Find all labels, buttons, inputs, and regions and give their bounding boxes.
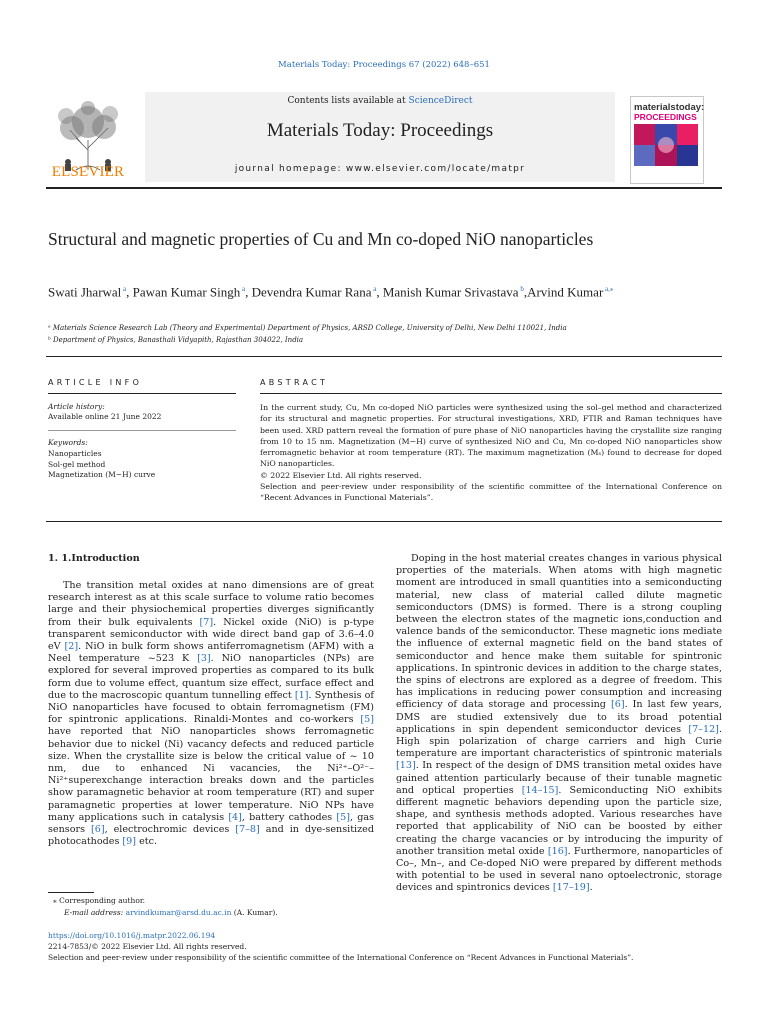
- abstract-end-rule: [46, 521, 722, 522]
- corresponding-author-note: ⁎ Corresponding author.: [53, 896, 146, 905]
- contents-prefix: Contents lists available at: [287, 96, 409, 106]
- citation-link[interactable]: [16]: [547, 845, 568, 857]
- cover-title: materialstoday:: [634, 102, 705, 113]
- author-affiliation-mark[interactable]: a: [240, 285, 246, 293]
- keywords-list: [48, 449, 155, 481]
- abstract-copyright: © 2022 Elsevier Ltd. All rights reserved.: [260, 470, 422, 480]
- author-name: Devendra Kumar Rana: [251, 284, 372, 300]
- history-label: Article history:: [48, 402, 105, 411]
- email-footnote: [64, 908, 278, 917]
- paragraph-text: . Furthermore, nanoparticles of Co–, Mn–, and Ce-doped NiO were prepared by different methods with potential to be used in several nano optoelectronic, storage devices and spintronics devices: [396, 845, 722, 894]
- paragraph-text: . In respect of the design of DMS transition metal oxides have gained attention particularly because of their tunable magnetic and optical properties: [396, 760, 722, 796]
- paragraph-text: have reported that NiO nanoparticles shows ferromagnetic behavior due to nickel (Ni) vacancy defects and reduced particle size. When the crystallite size is below the critical value of ~ 10 nm, due to enhanced Ni vacancies, the Ni²⁺–O²⁻–Ni²⁺superexchange interaction breaks down and the particles show paramagnetic behavior at room temperature (RT) and super paramagnetic properties at lower temperature. NiO NPs have many applications such in catalysis: [48, 726, 374, 823]
- author-separator: ,: [376, 284, 383, 300]
- author-affiliation-mark[interactable]: a: [121, 285, 127, 293]
- footnote-rule: [48, 892, 94, 893]
- citation-link[interactable]: [3]: [197, 653, 211, 665]
- sciencedirect-link[interactable]: ScienceDirect: [408, 96, 473, 106]
- citation-link[interactable]: [6]: [90, 824, 105, 836]
- citation-link[interactable]: [17–19]: [552, 882, 590, 894]
- author-affiliation-mark[interactable]: b: [518, 285, 524, 293]
- citation-link[interactable]: [7–12]: [688, 723, 719, 735]
- email-label: E-mail address:: [64, 908, 124, 917]
- author-separator: ,: [523, 284, 528, 300]
- citation-link[interactable]: [5]: [336, 811, 350, 823]
- citation-link[interactable]: [7–8]: [235, 824, 260, 836]
- issn-line: 2214-7853/© 2022 Elsevier Ltd. All rights reserved.: [48, 942, 247, 951]
- author-name: Swati Jharwal: [48, 284, 122, 300]
- keywords-label: Keywords:: [48, 438, 88, 447]
- journal-reference-link[interactable]: Materials Today: Proceedings 67 (2022) 648–651: [278, 60, 490, 70]
- abstract-heading: ABSTRACT: [260, 378, 329, 387]
- author-affiliation-mark[interactable]: a,⁎: [603, 285, 614, 293]
- right-column: [396, 553, 722, 895]
- citation-link[interactable]: [9]: [122, 836, 137, 848]
- paragraph-text: . Semiconducting NiO exhibits different magnetic behaviors depending upon the particle size, shape, and synthesis methods adopted. Various researches have reported that applicability of NiO can be boosted by either creating the charge vacancies or by introducing the impurity of another transition metal oxide: [396, 784, 723, 857]
- paragraph-text: . High spin polarization of charge carriers and high Curie temperature are important characteristics of spintronic materials: [396, 723, 722, 760]
- contents-line: [145, 96, 615, 106]
- affiliations: [48, 322, 728, 346]
- affiliation-a: ᵃ Materials Science Research Lab (Theory and Experimental) Department of Physics, ARSD College, University of Delhi, New Delhi 110021, India: [48, 324, 567, 332]
- email-suffix: (A. Kumar).: [231, 908, 278, 917]
- left-column: [48, 580, 374, 848]
- citation-link[interactable]: [4]: [228, 811, 242, 823]
- doi-link[interactable]: https://doi.org/10.1016/j.matpr.2022.06.194: [48, 931, 216, 940]
- keyword: Sol-gel method: [48, 459, 106, 469]
- author-separator: ,: [245, 284, 252, 300]
- paragraph-text: , electrochromic devices: [104, 824, 236, 836]
- author-name: Manish Kumar Srivastava: [382, 284, 519, 300]
- history-value: Available online 21 June 2022: [48, 412, 162, 421]
- journal-title: Materials Today: Proceedings: [266, 120, 494, 141]
- author-list: [48, 281, 688, 300]
- citation-link[interactable]: [7]: [199, 616, 214, 628]
- cover-subtitle: PROCEEDINGS: [634, 112, 697, 122]
- author-affiliation-mark[interactable]: a: [371, 285, 377, 293]
- paragraph-text: , battery cathodes: [241, 811, 337, 823]
- article-info-heading: ARTICLE INFO: [48, 378, 143, 387]
- citation-link[interactable]: [13]: [396, 760, 416, 772]
- paragraph-text: and in dye-sensitized photocathodes: [48, 824, 374, 848]
- journal-homepage-link[interactable]: journal homepage: www.elsevier.com/locate/matpr: [234, 164, 526, 174]
- cover-artwork: [634, 124, 698, 166]
- paragraph-text: . Synthesis of NiO nanoparticles have focused to obtain ferromagnetism (FM) for spintronic applications. Rinaldi-Montes and co-workers: [48, 689, 374, 726]
- citation-link[interactable]: [6]: [610, 699, 625, 711]
- intro-paragraph: [48, 580, 374, 848]
- paragraph-text: . In last few years, DMS are studied extensively due to its broad potential applications in spin dependent semiconductor devices: [396, 699, 722, 735]
- email-link[interactable]: arvindkumar@arsd.du.ac.in: [125, 908, 232, 917]
- citation-link[interactable]: [14–15]: [521, 784, 559, 796]
- paragraph-text: The transition metal oxides at nano dimensions are of great research interest as at this scale surface to volume ratio becomes large and their physiochemical properties diverges significantly from their bulk equivalents: [48, 580, 374, 628]
- author-name: Pawan Kumar Singh: [132, 284, 241, 300]
- citation-link[interactable]: [1]: [294, 689, 309, 701]
- article-info-rule: [48, 393, 236, 394]
- paragraph-text: . NiO nanoparticles (NPs) are explored for several improved properties as compared to its bulk form due to volume effect, quantum size effect, surface effect and due to the macroscopic quantum tunnelling effect: [48, 653, 374, 701]
- paragraph-text: .: [589, 882, 593, 894]
- header-rule: [46, 187, 722, 189]
- abstract-body: [260, 402, 722, 504]
- introduction-heading: 1. 1.Introduction: [48, 553, 140, 564]
- paragraph-text: . NiO in bulk form shows antiferromagnetism (AFM) with a Neel temperature ~523 K: [48, 641, 375, 665]
- paragraph-text: . Nickel oxide (NiO) is p-type transparent semiconductor with wide direct band gap of 3.6–4.0 eV: [48, 616, 374, 653]
- affiliation-b: ᵇ Department of Physics, Banasthali Vidyapith, Rajasthan 304022, India: [48, 336, 304, 344]
- intro-paragraph: [396, 553, 722, 895]
- paragraph-text: , gas sensors: [48, 811, 374, 836]
- abstract-rule: [260, 393, 722, 394]
- author-name: Arvind Kumar: [527, 284, 604, 300]
- title-rule: [46, 356, 722, 357]
- citation-link[interactable]: [2]: [64, 641, 79, 653]
- paper-title: Structural and magnetic properties of Cu and Mn co-doped NiO nanoparticles: [48, 229, 594, 249]
- paragraph-text: etc.: [136, 836, 158, 848]
- publisher-name: ELSEVIER: [51, 164, 125, 180]
- author-separator: ,: [126, 284, 133, 300]
- keyword: Magnetization (M−H) curve: [48, 470, 156, 479]
- abstract-text: In the current study, Cu, Mn co-doped NiO particles were synthesized using the sol–gel method and characterized for its structural and magnetic properties. For structural investigations, XRD, FTIR and Raman techniques have been used. XRD pattern reveal the formation of pure phase of NiO nanoparticles having the crystallite size ranging from 10 to 15 nm. Magnetization (M−H) curve of synthesized NiO and Cu, Mn co-doped NiO nanoparticles show ferromagnetic behavior at room temperature (RT). The maximum magnetization (Mₛ) found to decrease for doped NiO nanoparticles.: [260, 403, 722, 469]
- abstract-selection: Selection and peer-review under responsibility of the scientific committee of the International Conference on “Recent Advances in Functional Materials”.: [260, 482, 722, 503]
- keywords-rule: [48, 430, 236, 431]
- paragraph-text: Doping in the host material creates changes in various physical properties of the materials. When atoms with high magnetic moment are introduced in small quantities into a semiconducting material, new class of material called dilute magnetic semiconductors (DMS) is formed. There is a strong coupling between the electron states of the magnetic ions,conduction and valence bands of the semiconductor. These magnetic ions mediate the influence of external magnetic field on the band states of semiconductor and hence make them suitable for spintronic applications. In spintronic devices in addition to the charge states, the spins of electrons are explored as a degree of freedom. This has implications in reducing power consumption and increasing efficiency of data storage and processing: [396, 553, 722, 711]
- keyword: Nanoparticles: [48, 449, 102, 458]
- citation-link[interactable]: [5]: [360, 714, 374, 726]
- selection-footer: Selection and peer-review under responsibility of the scientific committee of the International Conference on “Recent Advances in Functional Materials”.: [48, 953, 634, 962]
